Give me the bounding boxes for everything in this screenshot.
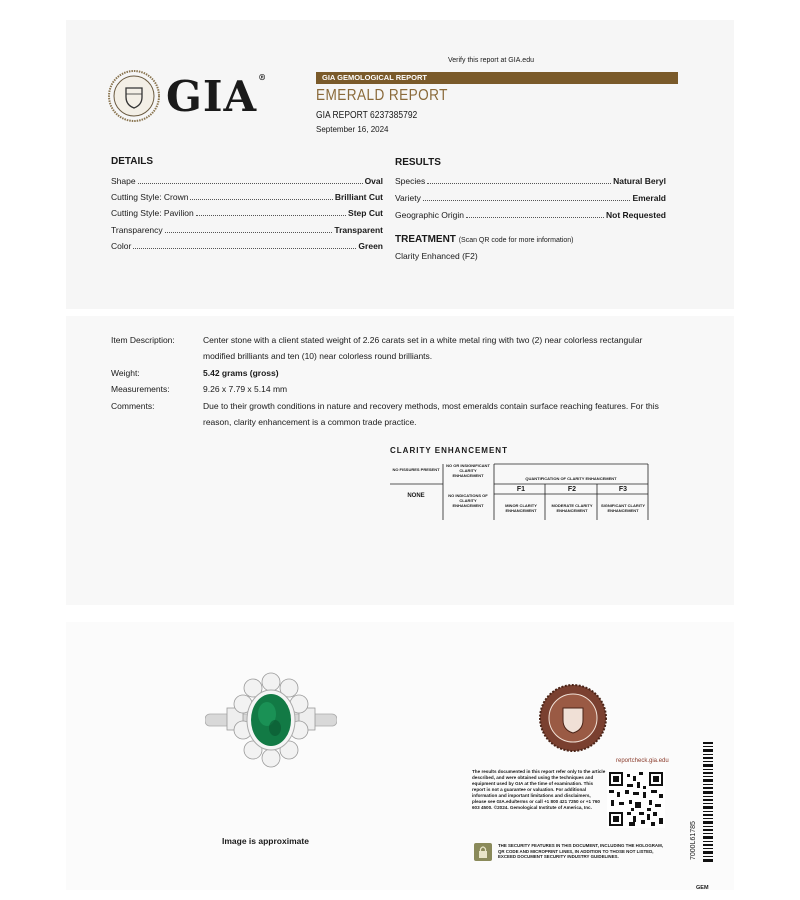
weight-label: Weight: (111, 368, 140, 378)
level-code-f1: F1 (516, 486, 526, 493)
comments-value: Due to their growth conditions in nature and recovery methods, most emeralds contain surface reaching features. For this reason, clarity enhancement is a common trade practice. (203, 401, 659, 427)
serial-number: 7000L61785 (690, 821, 697, 860)
details-row: Color Green (111, 241, 383, 251)
level-desc-f2: MODERATE CLARITY ENHANCEMENT (551, 503, 593, 513)
report-title: EMERALD REPORT (316, 87, 448, 104)
measurements-label: Measurements: (111, 384, 170, 394)
details-heading: DETAILS (111, 156, 154, 167)
emerald-ring-image (205, 670, 337, 770)
results-row: Species Natural Beryl (395, 176, 666, 186)
gem-code: GEM (696, 885, 709, 891)
disclaimer-fine-print: The results documented in this report refer only to the article described, and were obtained using the techniques and equipment used by GIA at the time of examination. This report is not a guarantee or valuation. For additional information and important limitations and disclaimers, please see GIA.edu/terms or call +1 800 421 7250 or +1 760 603 4500. ©2024. Gemological Institute of America, Inc. (472, 769, 606, 810)
results-row: Geographic Origin Not Requested (395, 210, 666, 220)
weight-value: 5.42 grams (gross) (203, 368, 279, 378)
gia-hologram-seal-icon (538, 683, 608, 753)
lock-icon (474, 843, 492, 861)
quantification-head: QUANTIFICATION OF CLARITY ENHANCEMENT (525, 476, 617, 481)
level-code-f3: F3 (618, 486, 628, 493)
details-row: Cutting Style: Pavilion Step Cut (111, 208, 383, 218)
details-row: Transparency Transparent (111, 225, 383, 235)
results-row: Variety Emerald (395, 193, 666, 203)
results-heading: RESULTS (395, 157, 441, 168)
report-date: September 16, 2024 (316, 125, 389, 134)
level-desc-f1: MINOR CLARITY ENHANCEMENT (505, 503, 537, 513)
level-code-f2: F2 (567, 486, 577, 493)
col-insignificant-value: NO INDICATIONS OF CLARITY ENHANCEMENT (448, 493, 488, 508)
col-no-fissures-head: NO FISSURES PRESENT (392, 467, 440, 472)
col-insignificant-head: NO OR INSIGNIFICANT CLARITY ENHANCEMENT (446, 463, 490, 478)
item-description-label: Item Description: (111, 335, 175, 345)
col-no-fissures-value: NONE (407, 493, 425, 499)
details-row: Shape Oval (111, 176, 383, 186)
barcode-icon (703, 742, 713, 862)
report-type-bar: GIA GEMOLOGICAL REPORT (316, 72, 678, 84)
clarity-table-title: CLARITY ENHANCEMENT (390, 446, 508, 455)
treatment-heading: TREATMENT (Scan QR code for more information) (395, 234, 574, 245)
treatment-value: Clarity Enhanced (F2) (395, 251, 478, 261)
security-features-text: THE SECURITY FEATURES IN THIS DOCUMENT, INCLUDING THE HOLOGRAM, QR CODE AND MICROPRINT LINES, IN ADDITION TO THOSE NOT LISTED, EXCEED DOCUMENT SECURITY INDUSTRY GUIDELINES. (498, 843, 663, 860)
comments-label: Comments: (111, 401, 155, 411)
verify-link[interactable]: Verify this report at GIA.edu (448, 57, 534, 64)
qr-code-icon[interactable] (607, 770, 665, 828)
measurements-value: 9.26 x 7.79 x 5.14 mm (203, 384, 288, 394)
details-row: Cutting Style: Crown Brilliant Cut (111, 192, 383, 202)
item-description-value: Center stone with a client stated weight of 2.26 carats set in a white metal ring with two (2) near colorless rectangular modified brilliants and ten (10) near colorless round brilliants. (203, 335, 643, 361)
report-number: GIA REPORT 6237385792 (316, 110, 418, 121)
reportcheck-link[interactable]: reportcheck.gia.edu (616, 758, 669, 764)
image-caption: Image is approximate (222, 836, 309, 846)
gia-logo: GIA® (166, 72, 268, 121)
level-desc-f3: SIGNIFICANT CLARITY ENHANCEMENT (601, 503, 645, 513)
gia-seal-icon (108, 70, 160, 122)
